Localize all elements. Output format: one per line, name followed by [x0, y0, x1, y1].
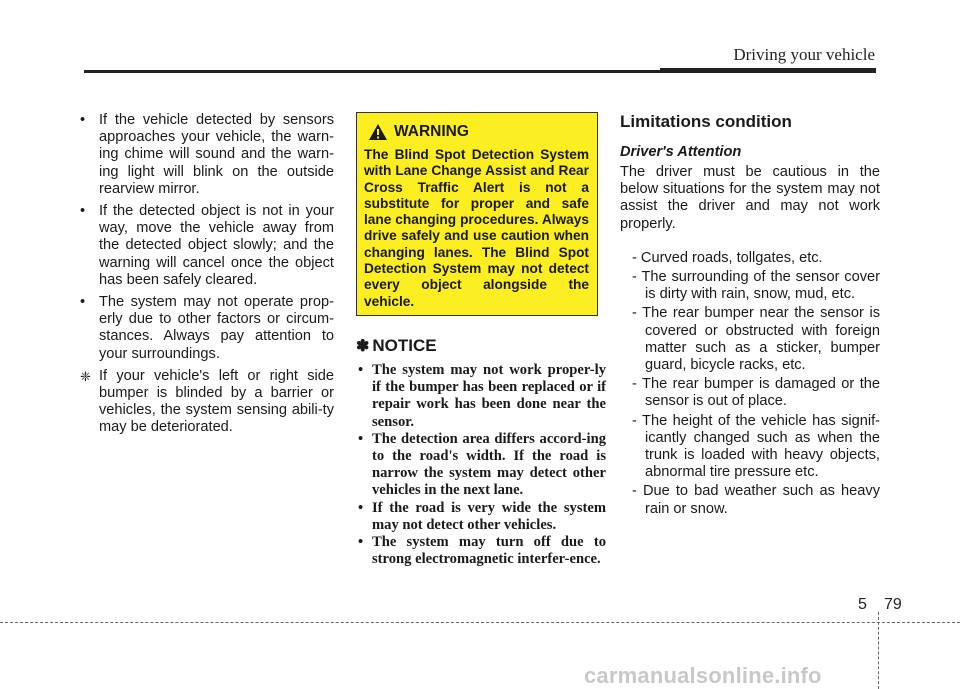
list-item-text: If the detected object is not in your way, move the vehicle away from the detected object slowly; and the warning will cancel once the object has been safely cleared. [99, 203, 334, 288]
watermark: carmanualsonline.info [584, 663, 822, 688]
bullet-marker: • [80, 203, 86, 220]
right-column [618, 112, 880, 520]
bullet-marker: • [80, 112, 86, 128]
note-marker-icon: ❈ [80, 368, 91, 384]
warning-header [364, 120, 589, 144]
list-item [74, 203, 334, 289]
notice-item [356, 431, 606, 500]
notice-item-text: The system may turn off due to strong electromagnetic interfer-ence. [372, 534, 606, 568]
notice-item-text: If the road is very wide the system may not detect other vehicles. [372, 499, 606, 533]
list-item [74, 368, 334, 437]
chapter-number: 5 [858, 596, 867, 613]
middle-column [356, 112, 606, 568]
warning-title: WARNING [394, 123, 469, 140]
warning-box [356, 112, 598, 316]
notice-item [356, 500, 606, 534]
page-number: 79 [884, 596, 902, 613]
notice-item-text: The detection area differs accord-ing to the road's width. If the road is narrow the system may detect other vehicles in the next lane. [372, 430, 606, 499]
condition-item: - The surrounding of the sensor cover is dirty with rain, snow, mud, etc. [632, 269, 880, 303]
notice-item [356, 362, 606, 431]
condition-item: - Due to bad weather such as heavy rain or snow. [632, 483, 880, 517]
notice-symbol-icon: ✽ [356, 338, 370, 355]
section-heading: Limitations condition [620, 112, 792, 131]
condition-item: - Curved roads, tollgates, etc. [632, 249, 823, 266]
header-rule-accent [660, 68, 876, 73]
notice-item [356, 534, 606, 568]
list-item-text: If the vehicle detected by sensors approaches your vehicle, the warn-ing chime will sound and the warn-ing light will blink on the outside rearview mirror. [99, 112, 334, 197]
notice-item-text: The system may not work proper-ly if the bumper has been replaced or if repair work has been done near the sensor. [372, 362, 606, 430]
warning-triangle-icon [368, 123, 388, 141]
footer-rule [0, 622, 960, 623]
notice-title: NOTICE [372, 336, 437, 355]
left-column [74, 112, 334, 442]
bullet-marker: • [80, 294, 86, 311]
page-section-title: Driving your vehicle [733, 45, 875, 64]
intro-paragraph: The driver must be cautious in the below situations for the system may not assist the driver and may not work properly. [620, 164, 880, 232]
bullet-marker: • [358, 499, 364, 516]
condition-item: - The rear bumper is damaged or the sensor is out of place. [632, 376, 880, 410]
list-item [74, 294, 334, 363]
warning-text: The Blind Spot Detection System with Lane Change Assist and Rear Cross Traffic Alert is not a substitute for proper and safe lane changing procedures. Always drive safely and use caution when changing lanes. The Blind Spot Detection System may not detect every object alongside the vehicle. [364, 147, 589, 309]
bullet-marker: • [358, 430, 364, 447]
list-item-text: The system may not operate prop-erly due to other factors or circum-stances. Always pay attention to your surroundings. [99, 294, 334, 362]
bullet-marker: • [358, 362, 364, 378]
condition-item: - The rear bumper near the sensor is covered or obstructed with foreign matter such as a sticker, bumper guard, bicycle racks, etc. [632, 305, 880, 374]
subsection-heading: Driver's Attention [620, 144, 742, 160]
condition-item: - The height of the vehicle has signif-icantly changed such as when the trunk is loaded with heavy objects, abnormal tire pressure etc. [632, 412, 880, 481]
notice-header [356, 336, 606, 356]
bullet-marker: • [358, 534, 364, 551]
footer-divider [878, 612, 879, 689]
list-item-text: If your vehicle's left or right side bumper is blinded by a barrier or vehicles, the system sensing abili-ty may be deteriorated. [99, 367, 334, 436]
list-item [74, 112, 334, 198]
